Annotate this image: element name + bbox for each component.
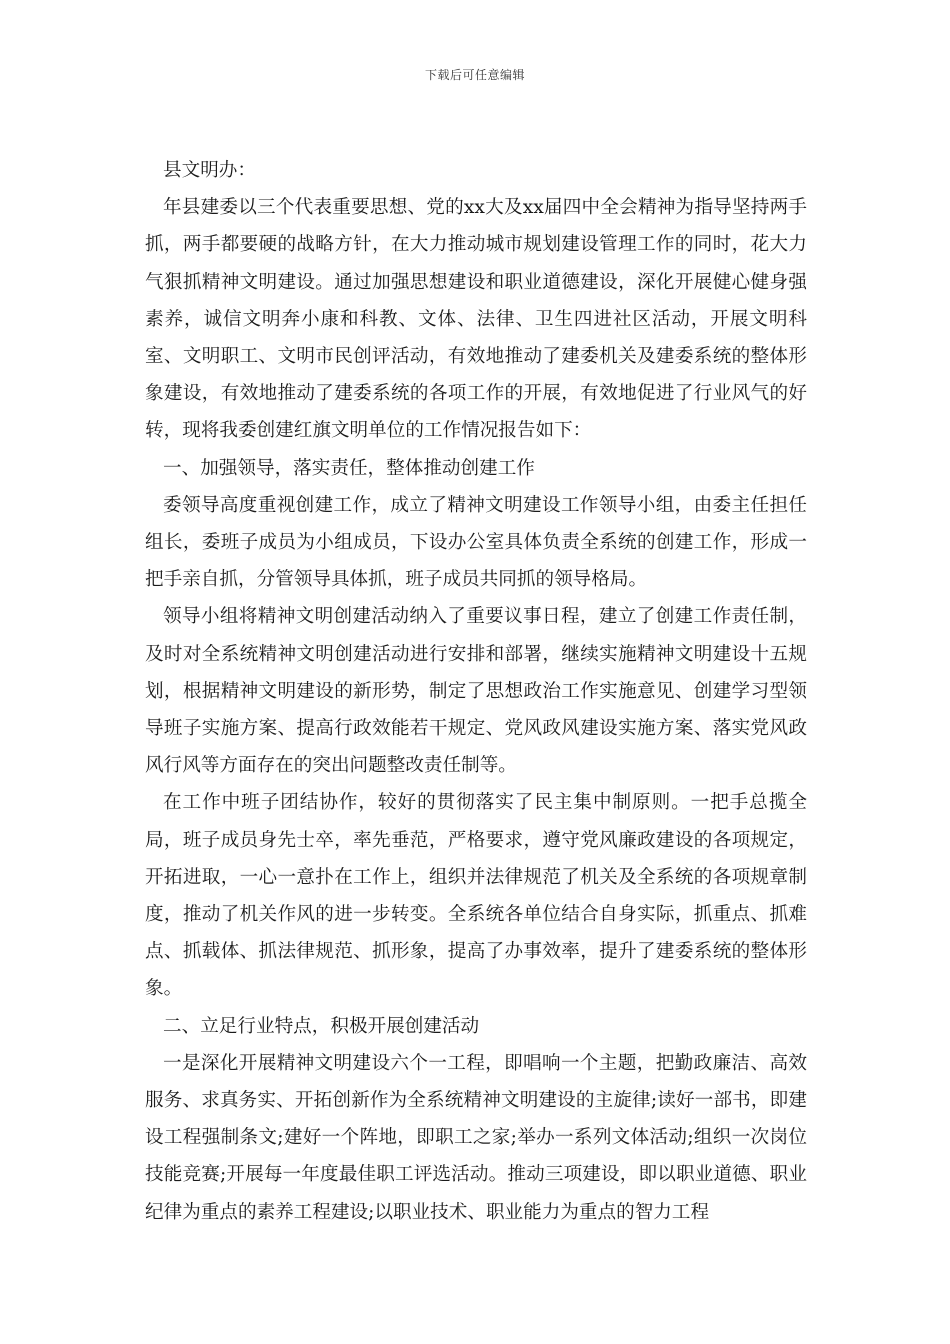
paragraph: 在工作中班子团结协作，较好的贯彻落实了民主集中制原则。一把手总揽全局，班子成员身先士卒，率先垂范，严格要求，遵守党风廉政建设的各项规定，开拓进取，一心一意扑在工作上，组织并法律规范了机关及全系统的各项规章制度，推动了机关作风的进一步转变。全系统各单位结合自身实际，抓重点、抓难点、抓载体、抓法律规范、抓形象，提高了办事效率，提升了建委系统的整体形象。: [145, 792, 807, 1000]
salutation: 县文明办：: [163, 160, 256, 181]
paragraph: 领导小组将精神文明创建活动纳入了重要议事日程，建立了创建工作责任制，及时对全系统精神文明创建活动进行安排和部署，继续实施精神文明建设十五规划，根据精神文明建设的新形势，制定了思想政治工作实施意见、创建学习型领导班子实施方案、提高行政效能若干规定、党风政风建设实施方案、落实党风政风行风等方面存在的突出问题整改责任制等。: [145, 606, 807, 777]
paragraph: 一是深化开展精神文明建设六个一工程，即唱响一个主题，把勤政廉洁、高效服务、求真务实、开拓创新作为全系统精神文明建设的主旋律;读好一部书，即建设工程强制条文;建好一个阵地，即职工之家;举办一系列文体活动;组织一次岗位技能竞赛;开展每一年度最佳职工评选活动。推动三项建设，即以职业道德、职业纪律为重点的素养工程建设;以职业技术、职业能力为重点的智力工程: [145, 1052, 807, 1223]
paragraph: 委领导高度重视创建工作，成立了精神文明建设工作领导小组，由委主任担任组长，委班子成员为小组成员，下设办公室具体负责全系统的创建工作，形成一把手亲自抓，分管领导具体抓，班子成员共同抓的领导格局。: [145, 494, 807, 591]
document-body: [145, 152, 807, 1231]
page-header: 下载后可任意编辑: [424, 68, 525, 82]
section-heading: 一、加强领导，落实责任，整体推动创建工作: [163, 457, 535, 479]
section-heading: 二、立足行业特点，积极开展创建活动: [163, 1015, 480, 1037]
paragraph: 年县建委以三个代表重要思想、党的xx大及xx届四中全会精神为指导坚持两手抓，两手都要硬的战略方针，在大力推动城市规划建设管理工作的同时，花大力气狠抓精神文明建设。通过加强思想建设和职业道德建设，深化开展健心健身强素养，诚信文明奔小康和科教、文体、法律、卫生四进社区活动，开展文明科室、文明职工、文明市民创评活动，有效地推动了建委机关及建委系统的整体形象建设，有效地推动了建委系统的各项工作的开展，有效地促进了行业风气的好转，现将我委创建红旗文明单位的工作情况报告如下：: [145, 197, 807, 442]
